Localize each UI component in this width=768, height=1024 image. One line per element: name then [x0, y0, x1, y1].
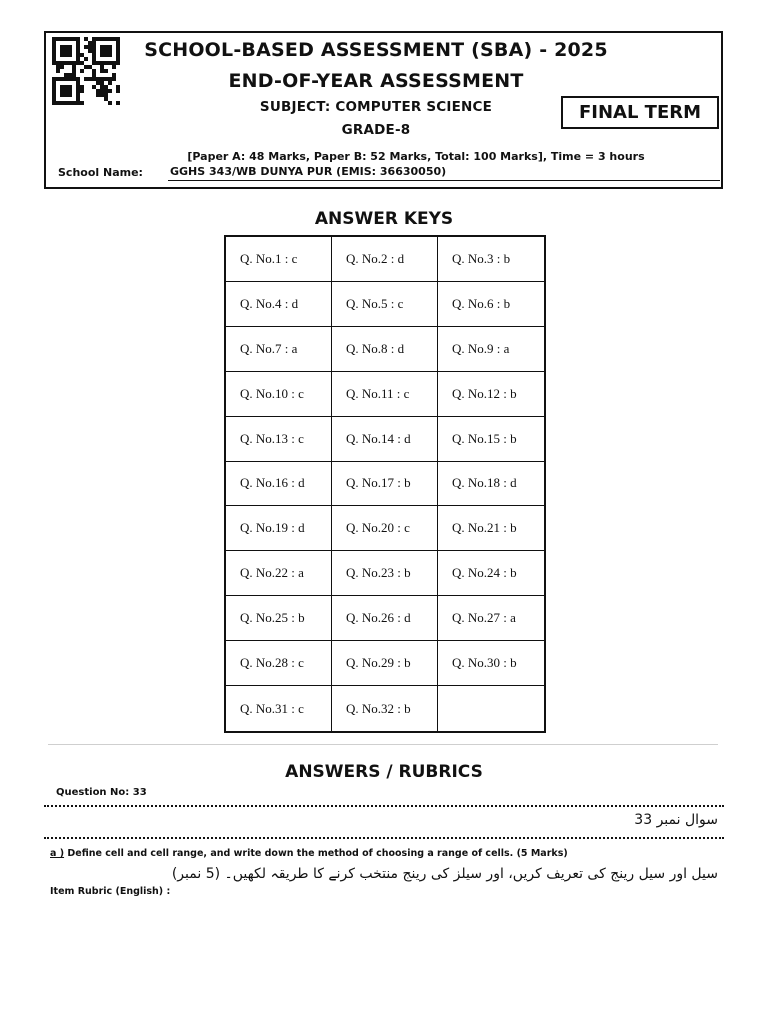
answer-key-cell: Q. No.31 : c: [226, 686, 332, 731]
answer-key-cell: Q. No.3 : b: [438, 237, 544, 282]
answer-key-cell: Q. No.24 : b: [438, 551, 544, 596]
answer-key-cell: Q. No.23 : b: [332, 551, 438, 596]
answer-key-cell: Q. No.2 : d: [332, 237, 438, 282]
answer-key-cell: Q. No.1 : c: [226, 237, 332, 282]
subject-line: SUBJECT: COMPUTER SCIENCE: [259, 99, 493, 115]
answer-key-cell: Q. No.16 : d: [226, 462, 332, 507]
answer-keys-title: ANSWER KEYS: [314, 209, 454, 229]
answer-key-empty-cell: [438, 686, 544, 731]
part-a-text: Define cell and cell range, and write down the method of choosing a range of cells. (5 Marks): [64, 848, 568, 859]
answer-keys-table: [224, 235, 546, 733]
part-a-question: [50, 848, 568, 859]
section-divider: [48, 744, 718, 745]
answer-key-cell: Q. No.32 : b: [332, 686, 438, 731]
answer-key-cell: Q. No.11 : c: [332, 372, 438, 417]
item-rubric-label: Item Rubric (English) :: [50, 886, 171, 897]
answer-key-cell: Q. No.18 : d: [438, 462, 544, 507]
answer-key-cell: Q. No.19 : d: [226, 506, 332, 551]
school-name-value: GGHS 343/WB DUNYA PUR (EMIS: 36630050): [168, 165, 720, 181]
answer-key-cell: Q. No.12 : b: [438, 372, 544, 417]
paper-info: [Paper A: 48 Marks, Paper B: 52 Marks, Total: 100 Marks], Time = 3 hours: [187, 150, 645, 163]
answer-key-cell: Q. No.22 : a: [226, 551, 332, 596]
school-name-label: School Name:: [58, 166, 143, 179]
answer-key-cell: Q. No.17 : b: [332, 462, 438, 507]
answer-key-cell: Q. No.8 : d: [332, 327, 438, 372]
answer-key-cell: Q. No.6 : b: [438, 282, 544, 327]
answer-key-cell: Q. No.21 : b: [438, 506, 544, 551]
answer-key-cell: Q. No.14 : d: [332, 417, 438, 462]
answer-key-cell: Q. No.30 : b: [438, 641, 544, 686]
dotted-divider: [44, 837, 724, 839]
question-number: Question No: 33: [56, 787, 147, 798]
answer-key-cell: Q. No.25 : b: [226, 596, 332, 641]
urdu-question-number: سوال نمبر 33: [634, 812, 718, 828]
header-box: [44, 31, 723, 189]
part-a-marker: a ): [50, 848, 65, 859]
term-badge: FINAL TERM: [561, 96, 719, 129]
answer-key-cell: Q. No.26 : d: [332, 596, 438, 641]
grade-line: GRADE-8: [341, 122, 411, 138]
answer-key-cell: Q. No.29 : b: [332, 641, 438, 686]
answer-key-cell: Q. No.27 : a: [438, 596, 544, 641]
dotted-divider: [44, 805, 724, 807]
answer-key-cell: Q. No.15 : b: [438, 417, 544, 462]
answer-key-cell: Q. No.10 : c: [226, 372, 332, 417]
assessment-title: SCHOOL-BASED ASSESSMENT (SBA) - 2025: [144, 39, 608, 61]
answer-key-cell: Q. No.13 : c: [226, 417, 332, 462]
answer-key-cell: Q. No.5 : c: [332, 282, 438, 327]
rubrics-title: ANSWERS / RUBRICS: [285, 762, 483, 782]
answer-key-cell: Q. No.28 : c: [226, 641, 332, 686]
answer-key-cell: Q. No.9 : a: [438, 327, 544, 372]
answer-key-cell: Q. No.4 : d: [226, 282, 332, 327]
answer-key-cell: Q. No.7 : a: [226, 327, 332, 372]
assessment-subtitle: END-OF-YEAR ASSESSMENT: [228, 70, 524, 92]
part-a-urdu: سیل اور سیل رینج کی تعریف کریں، اور سیلز کی رینج منتخب کرنے کا طریقہ لکھیں۔ (5 نمبر): [171, 866, 718, 882]
answer-key-cell: Q. No.20 : c: [332, 506, 438, 551]
